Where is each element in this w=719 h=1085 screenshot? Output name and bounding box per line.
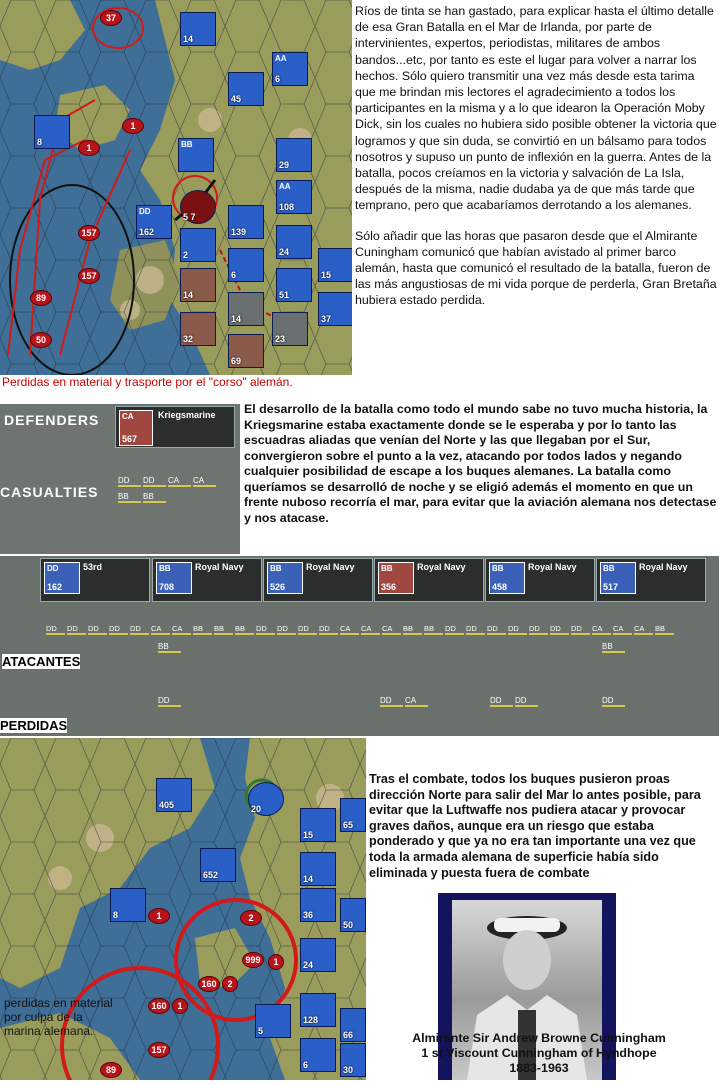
army-unit-counter[interactable]: 14 [180, 268, 216, 302]
army-unit-counter[interactable]: 29 [276, 138, 312, 172]
artillery-unit-counter[interactable]: 14 [228, 292, 264, 326]
army-unit-counter[interactable]: 6 [300, 1038, 336, 1072]
loss-marker: 999 [242, 952, 264, 968]
loss-marker: 160 [148, 998, 170, 1014]
army-unit-counter[interactable]: 32 [180, 312, 216, 346]
army-unit-counter[interactable]: 24 [300, 938, 336, 972]
army-unit-counter[interactable]: 5 [255, 1004, 291, 1038]
army-unit-counter[interactable]: 6 [228, 248, 264, 282]
naval-unit-counter[interactable]: 405 [156, 778, 192, 812]
destroyer-unit-counter[interactable]: DD 162 [136, 205, 172, 239]
attacker-card[interactable]: BB 517 Royal Navy [596, 558, 706, 602]
loss-marker: 157 [148, 1042, 170, 1058]
aa-unit-counter[interactable]: AA 6 [272, 52, 308, 86]
top-battle-map [0, 0, 352, 375]
loss-marker: 1 [122, 118, 144, 134]
attack-tags-extra: BB [158, 642, 183, 653]
armor-unit-counter[interactable]: 23 [272, 312, 308, 346]
top-map-caption: Perdidas en material y trasporte por el "corso" alemán. [2, 375, 293, 389]
battle-text: El desarrollo de la batalla como todo el mundo sabe no tuvo mucha historia, la Kriegsmarine estaba exactamente donde se le esperaba y por lo tanto las escuadras aliadas que venían del Norte y las que llegaban por el Sur, convergieron sobre el punto a la vez, atacando por todos lados y negando cualquier posibilidad de escape a los buques alemanes. La batalla como queríamos se desarrolló de noche y se eligió además el momento en que un frente nuboso recorría el mar, para evitar que la aviación alemana nos detectase y nos atacase. [244, 402, 717, 525]
naval-unit-counter[interactable]: 14 [180, 12, 216, 46]
german-unit-counter[interactable]: 69 [228, 334, 264, 368]
naval-unit-counter[interactable]: 652 [200, 848, 236, 882]
army-unit-counter[interactable]: 45 [228, 72, 264, 106]
loss-marker: 2 [240, 910, 262, 926]
army-unit-counter[interactable]: 65 [340, 798, 366, 832]
attacker-card[interactable]: DD 162 53rd [40, 558, 150, 602]
bottom-battle-map [0, 738, 366, 1080]
kriegsmarine-card[interactable]: CA 567 Kriegsmarine [115, 406, 235, 448]
attacker-card[interactable]: BB 356 Royal Navy [374, 558, 484, 602]
intro-text [355, 3, 717, 309]
army-unit-counter[interactable]: 14 [300, 852, 336, 886]
defenders-panel [0, 404, 240, 554]
loss-tags: DD [158, 696, 183, 707]
army-unit-counter[interactable]: 15 [318, 248, 352, 282]
army-unit-counter[interactable]: 8 [34, 115, 70, 149]
loss-marker: 2 [222, 976, 238, 992]
loss-tags: DD CA [380, 696, 430, 707]
aa-unit-counter[interactable]: AA 108 [276, 180, 312, 214]
loss-marker: 89 [30, 290, 52, 306]
casualties-label: CASUALTIES [0, 484, 99, 500]
army-unit-counter[interactable]: 2 [180, 228, 216, 262]
loss-marker: 50 [30, 332, 52, 348]
naval-unit-counter[interactable]: 20 [248, 782, 284, 816]
loss-marker: 160 [198, 976, 220, 992]
army-unit-counter[interactable]: 37 [318, 292, 352, 326]
loss-tags: DD [602, 696, 627, 707]
casualty-tags-row2: BB BB [118, 492, 168, 503]
attackers-panel [0, 556, 719, 736]
loss-tags: DD DD [490, 696, 540, 707]
attacker-card[interactable]: BB 708 Royal Navy [152, 558, 262, 602]
attack-tags-extra: BB [602, 642, 627, 653]
army-unit-counter[interactable]: 36 [300, 888, 336, 922]
photo-caption: Almirante Sir Andrew Browne Cunningham 1 st Viscount Cunningham of Hyndhope 1883-1963 [412, 1031, 666, 1075]
loss-marker: 157 [78, 225, 100, 241]
intro-paragraph-1: Ríos de tinta se han gastado, para explicar hasta el último detalle de esa Gran Batalla en el Mar de Irlanda, por parte de intervinientes, expertos, periodistas, militares de ambos bandos...etc, por tanto es este el lugar para volver a narrar los hechos. Sólo quiero transmitir una vez más desde esta tarima que me brindan mis lectores el agradecimiento a todos los participantes en la misma y a lo que idearon la Operación Moby Dick, sin los cuales no hubiera sido posible obtener la victoria que logramos y que sin duda, se convirtió en un bálsamo para todos nosotros y supuso un punto de inflexión en la guerra. Antes de la batalla, pocos creíamos en la victoria y salvación de La Isla, después de la misma, nadie dudaba ya de que más tarde que temprano, pero que acabaríamos derrotando a los alemanes. [355, 4, 717, 213]
combat-marker[interactable]: 5 7 [180, 190, 216, 224]
casualty-tags: DD DD CA CA [118, 476, 218, 487]
army-unit-counter[interactable]: 24 [276, 225, 312, 259]
army-unit-counter[interactable]: 51 [276, 268, 312, 302]
intro-paragraph-2: Sólo añadir que las horas que pasaron desde que el Almirante Cuningham comunicó que habían avistado al primer barco alemán, hasta que comunicó el resultado de la batalla, fueron de las más angustiosas de mi vida porque de perderla, Gran Bretaña hubiera estado perdida. [355, 228, 717, 308]
perdidas-label: PERDIDAS [0, 718, 68, 733]
attacker-card[interactable]: BB 458 Royal Navy [485, 558, 595, 602]
defenders-label: DEFENDERS [4, 412, 100, 428]
loss-marker: 1 [172, 998, 188, 1014]
loss-marker: 37 [100, 10, 122, 26]
attack-tags-row: DD DD DD DD DD CA CA BB BB BB DD DD DD DD CA CA CA BB BB DD DD DD DD DD DD DD CA CA CA BB [46, 624, 676, 635]
atacantes-label: ATACANTES [2, 654, 81, 669]
army-unit-counter[interactable]: 15 [300, 808, 336, 842]
aa-unit-counter[interactable]: BB [178, 138, 214, 172]
loss-marker: 157 [78, 268, 100, 284]
loss-marker: 89 [100, 1062, 122, 1078]
loss-marker: 1 [148, 908, 170, 924]
attacker-card[interactable]: BB 526 Royal Navy [263, 558, 373, 602]
army-unit-counter[interactable]: 30 [340, 1043, 366, 1077]
army-unit-counter[interactable]: 50 [340, 898, 366, 932]
naval-unit-counter[interactable]: 128 [300, 993, 336, 1027]
allied-unit-counter[interactable]: 139 [228, 205, 264, 239]
army-unit-counter[interactable]: 8 [110, 888, 146, 922]
aftermath-text: Tras el combate, todos los buques pusieron proas dirección Norte para salir del Mar lo antes posible, para evitar que la Luftwaffe nos pudiera atacar y provocar graves daños, aunque era un riesgo que estaba ponderado y que ya no era tan importante una vez que toda la armada alemana de superficie había sido eliminada y puesta fuera de combate [369, 772, 701, 880]
kriegsmarine-name: Kriegsmarine [158, 410, 216, 420]
army-unit-counter[interactable]: 66 [340, 1008, 366, 1042]
bottom-map-caption: perdidas en material por culpa de la marina alemana. [4, 996, 113, 1038]
loss-marker: 1 [78, 140, 100, 156]
loss-marker: 1 [268, 954, 284, 970]
